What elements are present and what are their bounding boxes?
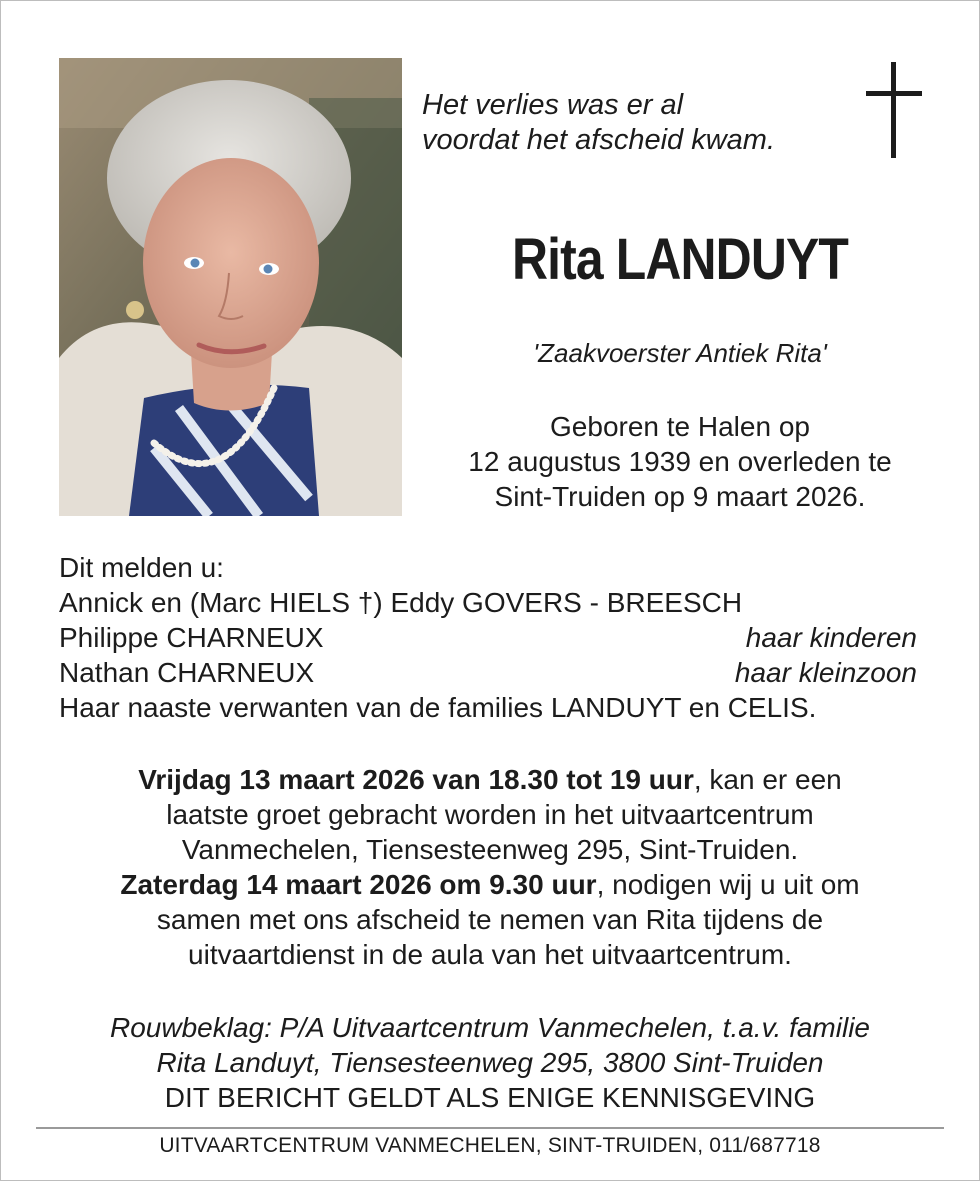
funeral-home-footer: UITVAARTCENTRUM VANMECHELEN, SINT-TRUIDEN, 011/687718 xyxy=(159,1134,821,1157)
funeral-datetime: Zaterdag 14 maart 2026 om 9.30 uur xyxy=(120,869,597,900)
viewing-line-1 xyxy=(40,762,940,797)
family-row xyxy=(59,585,917,620)
deceased-name: Rita LANDUYT xyxy=(511,227,849,292)
notify-intro: Dit melden u: xyxy=(59,552,224,583)
family-names: Philippe CHARNEUX xyxy=(59,622,324,653)
condolence-info xyxy=(40,1010,940,1115)
funeral-line-1 xyxy=(40,867,940,902)
motto-line-1: Het verlies was er al xyxy=(422,89,684,121)
motto-line-2: voordat het afscheid kwam. xyxy=(422,124,776,156)
portrait-photo xyxy=(59,58,402,516)
condolence-line-1: Rouwbeklag: P/A Uitvaartcentrum Vanmechelen, t.a.v. familie xyxy=(110,1012,870,1043)
family-names: Nathan CHARNEUX xyxy=(59,657,315,688)
viewing-line-2: laatste groet gebracht worden in het uitvaartcentrum xyxy=(166,799,814,830)
family-row xyxy=(59,690,917,725)
ceremony-info xyxy=(40,762,940,972)
family-names: Haar naaste verwanten van de families LANDUYT en CELIS. xyxy=(59,692,817,723)
family-row xyxy=(59,655,917,690)
condolence-line-2: Rita Landuyt, Tiensesteenweg 295, 3800 Sint-Truiden xyxy=(156,1047,824,1078)
cross-icon xyxy=(866,62,922,158)
family-row xyxy=(59,620,917,655)
birth-line-1: Geboren te Halen op xyxy=(550,411,810,442)
family-list xyxy=(59,550,917,725)
birth-death-info xyxy=(422,409,938,514)
funeral-text: , nodigen wij u uit om xyxy=(596,869,860,900)
deceased-occupation: 'Zaakvoerster Antiek Rita' xyxy=(533,338,827,368)
footer-divider xyxy=(36,1127,944,1129)
viewing-line-3: Vanmechelen, Tiensesteenweg 295, Sint-Truiden. xyxy=(181,834,799,865)
viewing-text: , kan er een xyxy=(693,764,842,795)
family-role: haar kinderen xyxy=(745,622,917,653)
birth-line-2: 12 augustus 1939 en overleden te xyxy=(468,446,892,477)
viewing-datetime: Vrijdag 13 maart 2026 van 18.30 tot 19 uur xyxy=(138,764,694,795)
family-role: haar kleinzoon xyxy=(734,657,917,688)
birth-line-3: Sint-Truiden op 9 maart 2026. xyxy=(494,481,866,512)
family-names: Annick en (Marc HIELS †) Eddy GOVERS - BREESCH xyxy=(59,587,743,618)
funeral-line-3: uitvaartdienst in de aula van het uitvaartcentrum. xyxy=(188,939,792,970)
funeral-line-2: samen met ons afscheid te nemen van Rita tijdens de xyxy=(156,904,824,935)
motto-quote xyxy=(422,88,775,158)
notice-text: DIT BERICHT GELDT ALS ENIGE KENNISGEVING xyxy=(164,1082,816,1113)
